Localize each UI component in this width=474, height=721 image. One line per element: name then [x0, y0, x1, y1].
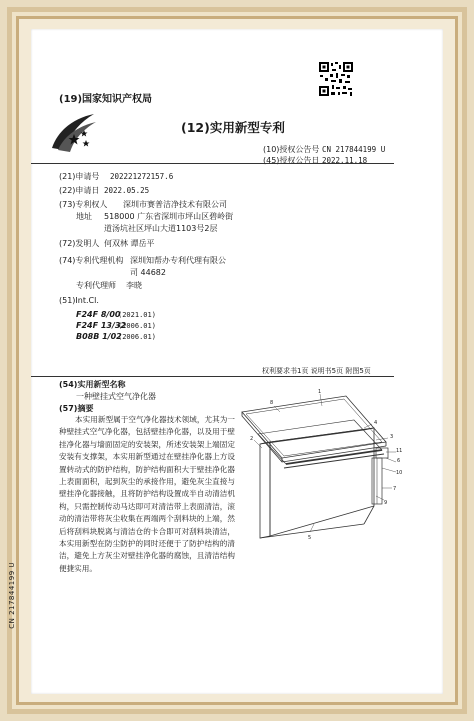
drawing-label-11: 11 [396, 448, 403, 454]
owner-label: (73)专利权人 [59, 200, 108, 209]
cnipa-logo-icon [48, 110, 100, 154]
drawing-label-5: 5 [308, 535, 312, 541]
ipc-year-2: (2006.01) [118, 322, 156, 330]
issuing-office: (19)国家知识产权局 [59, 94, 153, 105]
title-label: (54)实用新型名称 [59, 380, 126, 389]
ipc-code-2: F24F 13/32 [76, 321, 127, 330]
drawing-label-10: 10 [396, 470, 403, 476]
drawing-label-8: 8 [270, 400, 274, 406]
purifier-drawing [236, 388, 406, 558]
address-line-2: 道汤坑社区坪山大道1103号2层 [104, 224, 218, 233]
pages-info: 权利要求书1页 说明书5页 附图5页 [262, 367, 371, 375]
agent: 李晓 [126, 281, 142, 290]
patent-type-title: (12)实用新型专利 [181, 120, 285, 135]
drawing-label-9: 9 [384, 500, 388, 506]
agent-label: 专利代理师 [76, 281, 116, 290]
abstract-rule [31, 376, 394, 377]
ipc-year-3: (2006.01) [118, 333, 156, 341]
pub-date-label: (45)授权公告日 [263, 156, 320, 165]
qr-code-icon [318, 61, 354, 97]
address-label: 地址 [76, 212, 92, 221]
address-line-1: 518000 广东省深圳市坪山区碧岭街 [104, 212, 234, 221]
pub-no: CN 217844199 U [322, 145, 386, 154]
ipc-year-1: (2021.01) [118, 311, 156, 319]
app-date: 2022.05.25 [104, 186, 150, 195]
owner: 深圳市赛普洁净技术有限公司 [123, 200, 227, 209]
abstract-text: 本实用新型属于空气净化器技术领域，尤其为一种壁挂式空气净化器，包括壁挂净化器，以及用于壁挂净化器与墙面固定的安装架，所述安装架上端固定安装有支撑架，本实用新型通过在壁挂净化器上方设置转动式的防护结构，防护结构面积大于壁挂净化器上表面面积，起到灰尘的承接作用，避免灰尘直接与壁挂净化器接触，且将防护结构设置成半自动清洁机构，只需控制传动马达即可对清洁带上表面清洁，滚动的清洁带将灰尘收集在两端两个刮料块的上端，然后将刮料块脱离与清洁仓的卡合即可对刮料块清洁，本实用新型在防尘防护的同时还便于了防护结构的清洁，避免上方灰尘对壁挂净化器的腐蚀，且清洁结构便捷实用。 [59, 415, 235, 573]
ipc-code-1: F24F 8/00 [76, 310, 121, 319]
abstract-label: (57)摘要 [59, 404, 94, 413]
header-rule [31, 163, 394, 164]
drawing-label-4: 4 [374, 420, 378, 426]
drawing-label-6: 6 [397, 458, 401, 464]
app-date-label: (22)申请日 [59, 186, 100, 195]
inventor-label: (72)发明人 [59, 239, 100, 248]
drawing-label-3: 3 [390, 434, 394, 440]
drawing-label-2: 2 [250, 436, 254, 442]
drawing-label-7: 7 [393, 486, 397, 492]
ipc-label: (51)Int.Cl. [59, 296, 99, 305]
inventors: 何双林 谭岳平 [104, 239, 155, 248]
app-no-label: (21)申请号 [59, 172, 100, 181]
pub-date: 2022.11.18 [322, 156, 368, 165]
drawing-label-1: 1 [318, 389, 322, 395]
app-no: 202221272157.6 [110, 172, 174, 181]
side-publication-number: CN 217844199 U [8, 562, 16, 629]
agency-label: (74)专利代理机构 [59, 256, 124, 265]
agency-line-1: 深圳知帮办专利代理有限公 [130, 256, 226, 265]
pub-no-label: (10)授权公告号 [263, 145, 320, 154]
agency-line-2: 司 44682 [130, 268, 166, 277]
ipc-code-3: B08B 1/02 [76, 332, 122, 341]
utility-model-title: 一种壁挂式空气净化器 [76, 392, 156, 401]
